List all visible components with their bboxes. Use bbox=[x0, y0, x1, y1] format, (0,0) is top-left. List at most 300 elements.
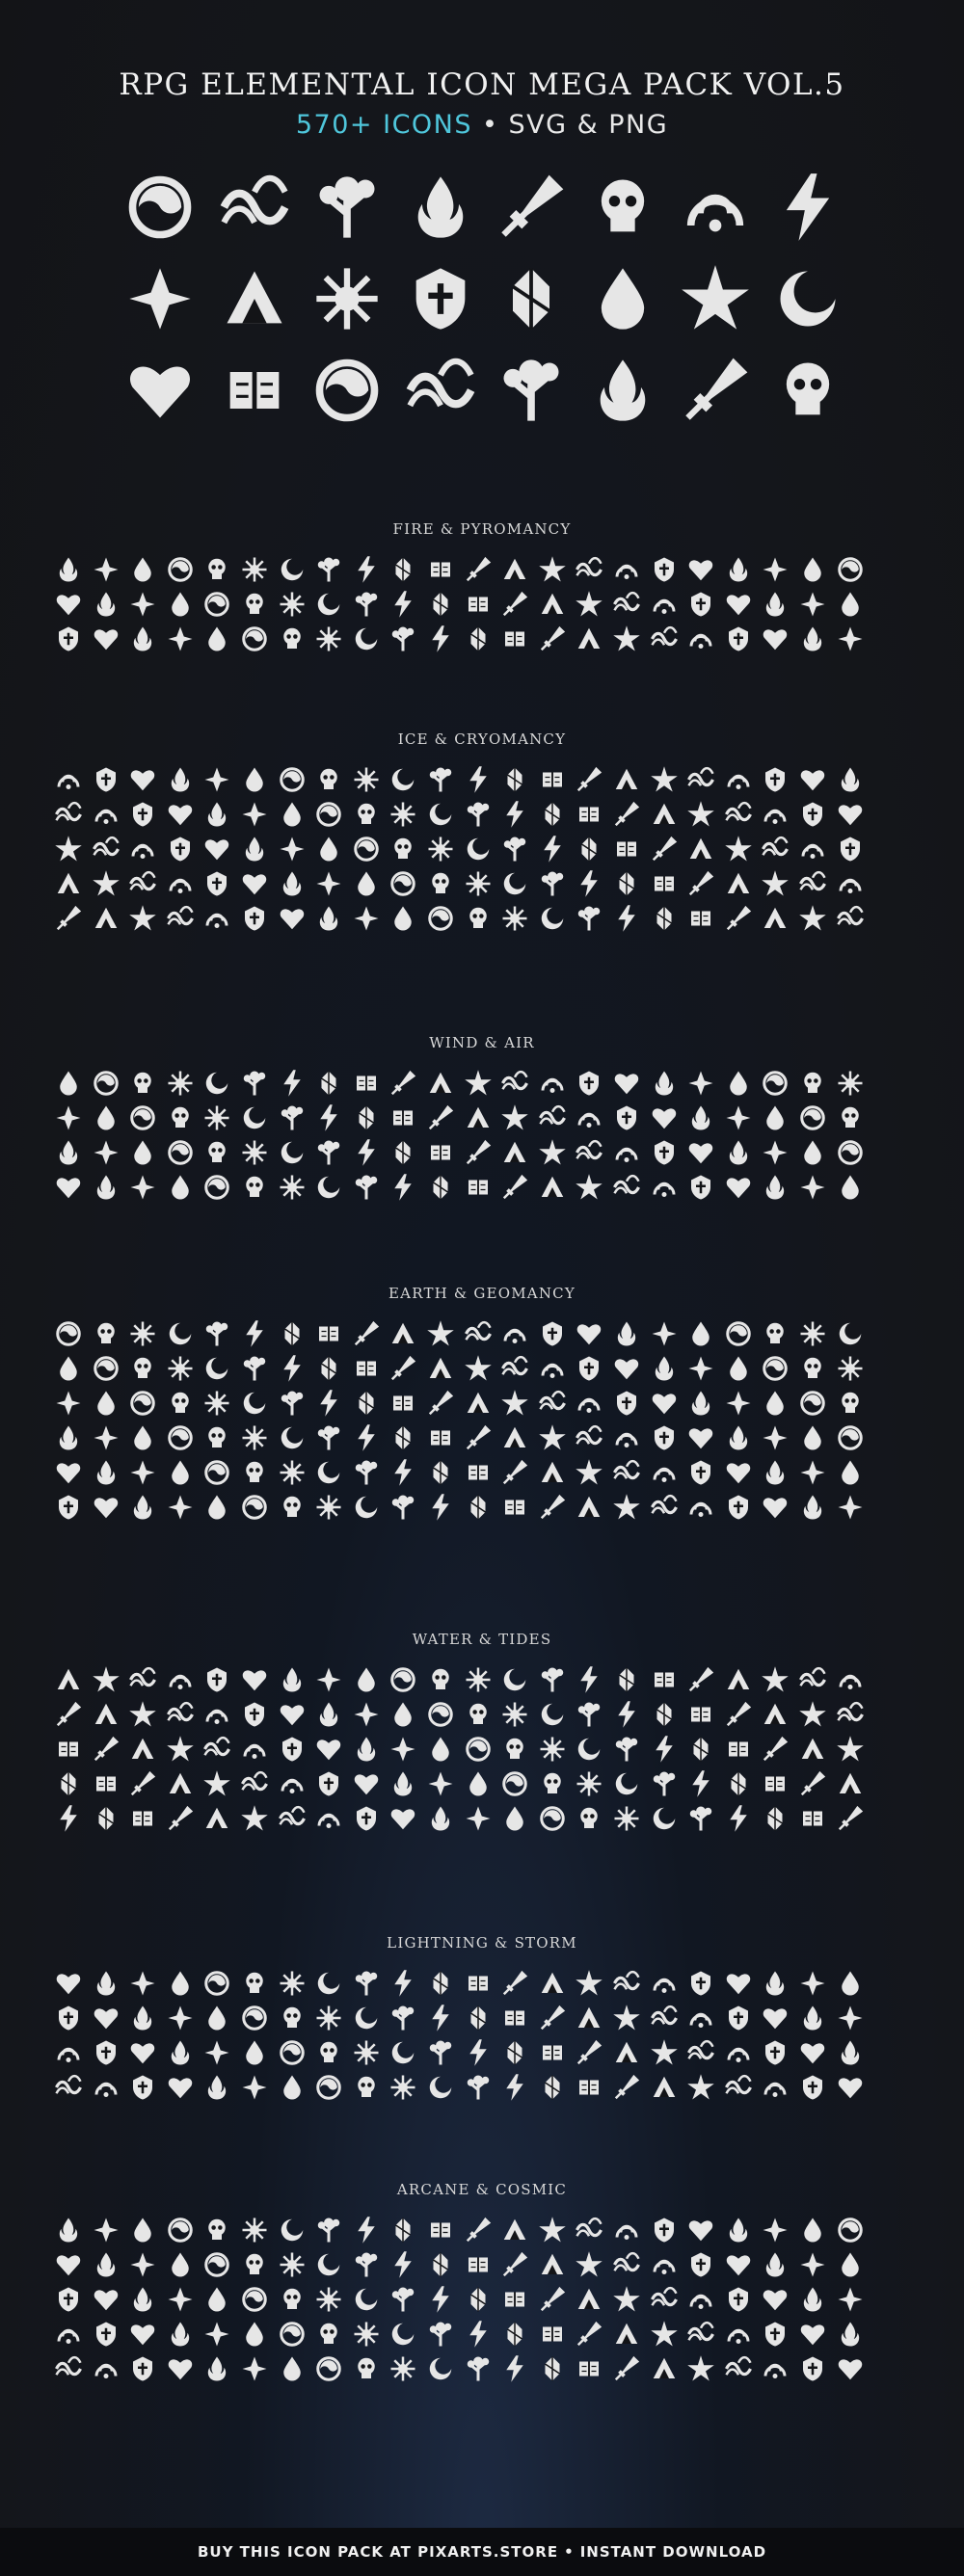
lightning-storm-icon bbox=[500, 1969, 535, 2004]
ice-cryomancy-icon bbox=[128, 800, 163, 835]
arcane-cosmic-icon bbox=[128, 2354, 163, 2389]
fire-pyromancy-icon bbox=[575, 590, 609, 624]
arcane-cosmic-icon bbox=[686, 2320, 721, 2354]
earth-geomancy-icon bbox=[575, 1319, 609, 1354]
arcane-cosmic-icon bbox=[650, 2285, 684, 2320]
section-title-fire-pyromancy: FIRE & PYROMANCY bbox=[392, 520, 572, 538]
earth-geomancy-icon bbox=[836, 1389, 870, 1423]
water-tides-icon bbox=[388, 1804, 423, 1839]
earth-geomancy-icon bbox=[278, 1458, 312, 1493]
fire-pyromancy-icon bbox=[278, 590, 312, 624]
ice-cryomancy-icon bbox=[724, 869, 759, 904]
earth-geomancy-icon bbox=[202, 1493, 237, 1527]
ice-cryomancy-icon bbox=[128, 765, 163, 800]
ice-cryomancy-icon bbox=[240, 765, 275, 800]
arcane-cosmic-icon bbox=[500, 2354, 535, 2389]
earth-geomancy-icon bbox=[128, 1493, 163, 1527]
earth-geomancy-icon bbox=[240, 1389, 275, 1423]
ice-cryomancy-icon bbox=[166, 765, 201, 800]
arcane-cosmic-icon bbox=[314, 2285, 349, 2320]
ice-cryomancy-icon bbox=[798, 835, 833, 869]
ice-cryomancy-icon bbox=[464, 800, 498, 835]
earth-geomancy-icon bbox=[612, 1389, 647, 1423]
arcane-cosmic-icon bbox=[650, 2216, 684, 2250]
fire-pyromancy-icon bbox=[352, 555, 387, 590]
wind-air-icon bbox=[464, 1173, 498, 1208]
ice-cryomancy-icon bbox=[240, 904, 275, 939]
water-tides-icon bbox=[166, 1735, 201, 1769]
fire-pyromancy-icon bbox=[650, 624, 684, 659]
footer-cta[interactable]: BUY THIS ICON PACK AT PIXARTS.STORE bbox=[197, 2543, 559, 2561]
fire-pyromancy-icon bbox=[166, 555, 201, 590]
ice-cryomancy-icon bbox=[575, 765, 609, 800]
fire-pyromancy-icon bbox=[612, 555, 647, 590]
water-tides-icon bbox=[278, 1700, 312, 1735]
arcane-cosmic-icon bbox=[575, 2320, 609, 2354]
water-tides-icon bbox=[612, 1804, 647, 1839]
lightning-storm-icon bbox=[54, 2004, 89, 2038]
earth-geomancy-icon bbox=[278, 1354, 312, 1389]
lightning-storm-icon bbox=[388, 2073, 423, 2108]
water-tides-icon bbox=[128, 1769, 163, 1804]
fire-pyromancy-icon bbox=[54, 555, 89, 590]
earth-geomancy-icon bbox=[426, 1389, 461, 1423]
ice-cryomancy-icon bbox=[650, 904, 684, 939]
wind-air-icon bbox=[650, 1103, 684, 1138]
water-tides-icon bbox=[612, 1769, 647, 1804]
ice-cryomancy-icon bbox=[240, 869, 275, 904]
lightning-storm-icon bbox=[836, 2038, 870, 2073]
ice-cryomancy-icon bbox=[278, 835, 312, 869]
earth-geomancy-icon bbox=[240, 1493, 275, 1527]
lightning-storm-icon bbox=[202, 2038, 237, 2073]
lightning-storm-icon bbox=[202, 2004, 237, 2038]
wind-air-icon bbox=[314, 1103, 349, 1138]
wind-air-icon bbox=[836, 1103, 870, 1138]
fire-pyromancy-icon bbox=[202, 624, 237, 659]
arcane-cosmic-icon bbox=[426, 2354, 461, 2389]
wind-air-icon bbox=[202, 1069, 237, 1103]
earth-geomancy-icon bbox=[724, 1458, 759, 1493]
earth-geomancy-icon bbox=[836, 1319, 870, 1354]
earth-geomancy-icon bbox=[314, 1458, 349, 1493]
water-tides-icon bbox=[314, 1665, 349, 1700]
arcane-cosmic-icon bbox=[166, 2320, 201, 2354]
earth-geomancy-icon bbox=[650, 1493, 684, 1527]
ice-cryomancy-icon bbox=[761, 765, 795, 800]
wind-air-icon bbox=[240, 1173, 275, 1208]
wind-air-icon bbox=[92, 1069, 126, 1103]
fire-pyromancy-icon bbox=[836, 624, 870, 659]
wind-air-icon bbox=[240, 1138, 275, 1173]
ice-cryomancy-icon bbox=[612, 835, 647, 869]
wind-air-icon bbox=[202, 1138, 237, 1173]
earth-geomancy-icon bbox=[92, 1354, 126, 1389]
earth-geomancy-icon bbox=[426, 1354, 461, 1389]
lightning-storm-icon bbox=[128, 1969, 163, 2004]
hero-icon-showcase bbox=[0, 0, 964, 482]
fire-pyromancy-icon bbox=[612, 624, 647, 659]
fire-pyromancy-icon bbox=[314, 624, 349, 659]
water-tides-icon bbox=[92, 1769, 126, 1804]
ice-cryomancy-icon bbox=[798, 869, 833, 904]
ice-cryomancy-icon bbox=[240, 800, 275, 835]
vortex-icon bbox=[310, 171, 384, 244]
section-title-ice-cryomancy: ICE & CRYOMANCY bbox=[397, 730, 567, 748]
lightning-storm-icon bbox=[575, 2073, 609, 2108]
water-tides-icon bbox=[240, 1700, 275, 1735]
wind-air-icon bbox=[92, 1103, 126, 1138]
earth-geomancy-icon bbox=[761, 1319, 795, 1354]
arcane-cosmic-icon bbox=[612, 2216, 647, 2250]
ice-cryomancy-icon bbox=[724, 800, 759, 835]
wind-air-icon bbox=[650, 1138, 684, 1173]
earth-geomancy-icon bbox=[278, 1423, 312, 1458]
water-tides-icon bbox=[426, 1769, 461, 1804]
arcane-cosmic-icon bbox=[202, 2216, 237, 2250]
water-tides-icon bbox=[352, 1700, 387, 1735]
fire-pyromancy-icon bbox=[538, 624, 573, 659]
wind-air-icon bbox=[314, 1138, 349, 1173]
water-tides-icon bbox=[798, 1769, 833, 1804]
ice-cryomancy-icon bbox=[464, 765, 498, 800]
ice-cryomancy-icon bbox=[426, 835, 461, 869]
ice-cryomancy-icon bbox=[798, 904, 833, 939]
lightning-storm-icon bbox=[352, 1969, 387, 2004]
lightning-storm-icon bbox=[92, 2073, 126, 2108]
lightning-storm-icon bbox=[761, 2073, 795, 2108]
lightning-storm-icon bbox=[202, 1969, 237, 2004]
ice-cryomancy-icon bbox=[686, 835, 721, 869]
water-tides-icon bbox=[761, 1700, 795, 1735]
lightning-storm-icon bbox=[464, 1969, 498, 2004]
fire-pyromancy-icon bbox=[836, 555, 870, 590]
arcane-cosmic-icon bbox=[352, 2320, 387, 2354]
fire-pyromancy-icon bbox=[686, 590, 721, 624]
water-tides-icon bbox=[798, 1735, 833, 1769]
earth-geomancy-icon bbox=[128, 1389, 163, 1423]
ice-cryomancy-icon bbox=[352, 835, 387, 869]
lightning-storm-icon bbox=[464, 2004, 498, 2038]
fire-pyromancy-icon bbox=[686, 624, 721, 659]
earth-geomancy-icon bbox=[650, 1458, 684, 1493]
earth-geomancy-icon bbox=[612, 1458, 647, 1493]
lightning-storm-icon bbox=[724, 1969, 759, 2004]
water-tides-icon bbox=[278, 1769, 312, 1804]
fire-pyromancy-icon bbox=[202, 590, 237, 624]
wind-air-icon bbox=[92, 1173, 126, 1208]
ice-cryomancy-icon bbox=[836, 904, 870, 939]
flaming-sword-icon bbox=[123, 171, 197, 244]
lightning-storm-icon bbox=[92, 2038, 126, 2073]
ringed-planet-icon bbox=[771, 354, 844, 427]
fire-pyromancy-icon bbox=[352, 590, 387, 624]
ice-cryomancy-icon bbox=[92, 765, 126, 800]
water-tides-icon bbox=[202, 1804, 237, 1839]
water-tides-icon bbox=[128, 1735, 163, 1769]
lightning-storm-icon bbox=[426, 2038, 461, 2073]
wind-air-icon bbox=[836, 1069, 870, 1103]
arcane-cosmic-icon bbox=[612, 2250, 647, 2285]
flame-heart-icon bbox=[123, 354, 197, 427]
earth-geomancy-icon bbox=[686, 1389, 721, 1423]
wind-air-icon bbox=[724, 1173, 759, 1208]
crystal-sparkle-icon bbox=[586, 354, 659, 427]
earth-geomancy-icon bbox=[352, 1493, 387, 1527]
fire-pyromancy-icon bbox=[798, 624, 833, 659]
arcane-cosmic-icon bbox=[388, 2354, 423, 2389]
earth-geomancy-icon bbox=[240, 1423, 275, 1458]
water-tides-icon bbox=[538, 1700, 573, 1735]
fire-pyromancy-icon bbox=[650, 590, 684, 624]
water-tides-icon bbox=[761, 1804, 795, 1839]
earth-geomancy-icon bbox=[54, 1423, 89, 1458]
wind-air-icon bbox=[761, 1103, 795, 1138]
water-tides-icon bbox=[54, 1804, 89, 1839]
earth-geomancy-icon bbox=[388, 1319, 423, 1354]
water-tides-icon bbox=[464, 1700, 498, 1735]
earth-geomancy-icon bbox=[128, 1354, 163, 1389]
arcane-cosmic-icon bbox=[426, 2285, 461, 2320]
water-tides-icon bbox=[314, 1700, 349, 1735]
earth-geomancy-icon bbox=[92, 1389, 126, 1423]
war-hammer-icon bbox=[771, 171, 844, 244]
ice-cryomancy-icon bbox=[388, 869, 423, 904]
arcane-cosmic-icon bbox=[612, 2354, 647, 2389]
water-tides-icon bbox=[724, 1665, 759, 1700]
icon-count: 570+ ICONS bbox=[295, 110, 473, 140]
ice-cryomancy-icon bbox=[92, 800, 126, 835]
lightning-storm-icon bbox=[388, 1969, 423, 2004]
arcane-cosmic-icon bbox=[836, 2320, 870, 2354]
arcane-cosmic-icon bbox=[761, 2320, 795, 2354]
water-tides-icon bbox=[240, 1665, 275, 1700]
earth-geomancy-icon bbox=[352, 1389, 387, 1423]
ice-cryomancy-icon bbox=[54, 869, 89, 904]
earth-geomancy-icon bbox=[278, 1319, 312, 1354]
lightning-storm-icon bbox=[314, 1969, 349, 2004]
wind-air-icon bbox=[686, 1103, 721, 1138]
ice-cryomancy-icon bbox=[128, 835, 163, 869]
earth-geomancy-icon bbox=[761, 1354, 795, 1389]
water-tides-icon bbox=[464, 1804, 498, 1839]
arcane-cosmic-icon bbox=[128, 2216, 163, 2250]
wind-air-icon bbox=[92, 1138, 126, 1173]
lightning-storm-icon bbox=[388, 2038, 423, 2073]
fire-pyromancy-icon bbox=[388, 590, 423, 624]
atom-orbit-icon bbox=[586, 171, 659, 244]
water-tides-icon bbox=[388, 1735, 423, 1769]
ice-cryomancy-icon bbox=[464, 835, 498, 869]
ice-cryomancy-icon bbox=[538, 800, 573, 835]
section-title-earth-geomancy: EARTH & GEOMANCY bbox=[388, 1285, 576, 1302]
arcane-cosmic-icon bbox=[464, 2250, 498, 2285]
lightning-storm-icon bbox=[836, 2073, 870, 2108]
arcane-cosmic-icon bbox=[686, 2285, 721, 2320]
lightning-storm-icon bbox=[686, 2038, 721, 2073]
lightning-storm-icon bbox=[240, 2004, 275, 2038]
lightning-storm-icon bbox=[538, 1969, 573, 2004]
lightning-storm-icon bbox=[352, 2038, 387, 2073]
earth-geomancy-icon bbox=[464, 1493, 498, 1527]
earth-geomancy-icon bbox=[836, 1423, 870, 1458]
water-tides-icon bbox=[202, 1735, 237, 1769]
wind-air-icon bbox=[650, 1173, 684, 1208]
earth-geomancy-icon bbox=[54, 1389, 89, 1423]
arcane-cosmic-icon bbox=[724, 2216, 759, 2250]
earth-geomancy-icon bbox=[538, 1458, 573, 1493]
lightning-storm-icon bbox=[426, 2073, 461, 2108]
earth-geomancy-icon bbox=[761, 1458, 795, 1493]
wind-air-icon bbox=[612, 1069, 647, 1103]
fire-pyromancy-icon bbox=[500, 624, 535, 659]
arcane-cosmic-icon bbox=[798, 2285, 833, 2320]
wind-air-icon bbox=[612, 1103, 647, 1138]
wind-air-icon bbox=[128, 1103, 163, 1138]
water-tides-icon bbox=[128, 1700, 163, 1735]
wind-air-icon bbox=[538, 1173, 573, 1208]
earth-geomancy-icon bbox=[464, 1389, 498, 1423]
ice-cryomancy-icon bbox=[724, 835, 759, 869]
water-tides-icon bbox=[724, 1769, 759, 1804]
footer-banner[interactable] bbox=[0, 2528, 964, 2576]
earth-geomancy-icon bbox=[314, 1423, 349, 1458]
earth-geomancy-icon bbox=[92, 1493, 126, 1527]
wind-air-icon bbox=[798, 1138, 833, 1173]
earth-geomancy-icon bbox=[388, 1458, 423, 1493]
water-tides-icon bbox=[92, 1665, 126, 1700]
earth-geomancy-icon bbox=[426, 1423, 461, 1458]
earth-geomancy-icon bbox=[650, 1423, 684, 1458]
ice-cryomancy-icon bbox=[92, 869, 126, 904]
lightning-storm-icon bbox=[538, 2004, 573, 2038]
fire-pyromancy-icon bbox=[278, 555, 312, 590]
water-tides-icon bbox=[761, 1665, 795, 1700]
water-tides-icon bbox=[575, 1769, 609, 1804]
arcane-cosmic-icon bbox=[761, 2285, 795, 2320]
water-tides-icon bbox=[240, 1735, 275, 1769]
fire-pyromancy-icon bbox=[464, 590, 498, 624]
trident-icon bbox=[495, 171, 568, 244]
arcane-cosmic-icon bbox=[500, 2285, 535, 2320]
water-tides-icon bbox=[686, 1665, 721, 1700]
arcane-cosmic-icon bbox=[426, 2250, 461, 2285]
earth-geomancy-icon bbox=[798, 1319, 833, 1354]
fire-pyromancy-icon bbox=[724, 624, 759, 659]
water-tides-icon bbox=[92, 1700, 126, 1735]
water-tides-icon bbox=[352, 1735, 387, 1769]
ice-cryomancy-icon bbox=[202, 800, 237, 835]
fire-pyromancy-icon bbox=[92, 624, 126, 659]
earth-geomancy-icon bbox=[686, 1354, 721, 1389]
wind-air-icon bbox=[575, 1069, 609, 1103]
lightning-storm-icon bbox=[426, 1969, 461, 2004]
water-tides-icon bbox=[278, 1735, 312, 1769]
wind-air-icon bbox=[388, 1103, 423, 1138]
wind-air-icon bbox=[612, 1173, 647, 1208]
ice-cryomancy-icon bbox=[352, 800, 387, 835]
wind-air-icon bbox=[314, 1173, 349, 1208]
ice-cryomancy-icon bbox=[500, 765, 535, 800]
lightning-storm-icon bbox=[650, 2073, 684, 2108]
wind-air-icon bbox=[278, 1173, 312, 1208]
fire-pyromancy-icon bbox=[836, 590, 870, 624]
earth-geomancy-icon bbox=[538, 1493, 573, 1527]
arcane-cosmic-icon bbox=[54, 2250, 89, 2285]
lightning-storm-icon bbox=[166, 2073, 201, 2108]
earth-geomancy-icon bbox=[128, 1423, 163, 1458]
earth-geomancy-icon bbox=[314, 1389, 349, 1423]
lightning-storm-icon bbox=[54, 1969, 89, 2004]
ice-cryomancy-icon bbox=[92, 835, 126, 869]
fire-pyromancy-icon bbox=[278, 624, 312, 659]
wind-air-icon bbox=[798, 1069, 833, 1103]
water-tides-icon bbox=[500, 1665, 535, 1700]
lightning-storm-icon bbox=[538, 2073, 573, 2108]
ice-cryomancy-icon bbox=[426, 800, 461, 835]
earth-geomancy-icon bbox=[464, 1423, 498, 1458]
water-tides-icon bbox=[388, 1700, 423, 1735]
lightning-storm-icon bbox=[278, 2038, 312, 2073]
page-title: RPG ELEMENTAL ICON MEGA PACK VOL.5 bbox=[119, 67, 845, 102]
earth-geomancy-icon bbox=[314, 1354, 349, 1389]
ice-cryomancy-icon bbox=[202, 904, 237, 939]
water-tides-icon bbox=[686, 1700, 721, 1735]
arcane-cosmic-icon bbox=[798, 2216, 833, 2250]
arcane-cosmic-icon bbox=[836, 2216, 870, 2250]
ice-cryomancy-icon bbox=[54, 765, 89, 800]
arcane-cosmic-icon bbox=[54, 2216, 89, 2250]
lightning-storm-icon bbox=[500, 2038, 535, 2073]
arcane-cosmic-icon bbox=[650, 2250, 684, 2285]
earth-geomancy-icon bbox=[500, 1389, 535, 1423]
ice-cryomancy-icon bbox=[166, 800, 201, 835]
crystal-crown-icon bbox=[218, 262, 291, 335]
ice-cryomancy-icon bbox=[761, 904, 795, 939]
ice-cryomancy-icon bbox=[352, 869, 387, 904]
arcane-cosmic-icon bbox=[538, 2354, 573, 2389]
earth-geomancy-icon bbox=[761, 1423, 795, 1458]
lightning-storm-icon bbox=[686, 2073, 721, 2108]
arcane-cosmic-icon bbox=[240, 2250, 275, 2285]
arcane-cosmic-icon bbox=[426, 2216, 461, 2250]
earth-geomancy-icon bbox=[388, 1389, 423, 1423]
lightning-storm-icon bbox=[278, 2004, 312, 2038]
arcane-cosmic-icon bbox=[724, 2285, 759, 2320]
arcane-cosmic-icon bbox=[352, 2354, 387, 2389]
arcane-cosmic-icon bbox=[166, 2250, 201, 2285]
earth-geomancy-icon bbox=[686, 1493, 721, 1527]
subtitle-separator: • bbox=[482, 110, 499, 140]
rooted-heart-icon bbox=[404, 171, 477, 244]
lightning-storm-icon bbox=[352, 2004, 387, 2038]
wind-air-icon bbox=[612, 1138, 647, 1173]
water-tides-icon bbox=[650, 1735, 684, 1769]
arcane-cosmic-icon bbox=[92, 2285, 126, 2320]
ice-cryomancy-icon bbox=[538, 869, 573, 904]
lightning-storm-icon bbox=[314, 2038, 349, 2073]
ice-cryomancy-icon bbox=[240, 835, 275, 869]
earth-geomancy-icon bbox=[352, 1423, 387, 1458]
water-tides-icon bbox=[500, 1804, 535, 1839]
wind-air-icon bbox=[352, 1138, 387, 1173]
fire-pyromancy-icon bbox=[538, 555, 573, 590]
arcane-cosmic-icon bbox=[538, 2216, 573, 2250]
lightning-storm-icon bbox=[202, 2073, 237, 2108]
section-title-wind-air: WIND & AIR bbox=[429, 1034, 535, 1051]
fire-pyromancy-icon bbox=[426, 555, 461, 590]
wind-air-icon bbox=[575, 1173, 609, 1208]
